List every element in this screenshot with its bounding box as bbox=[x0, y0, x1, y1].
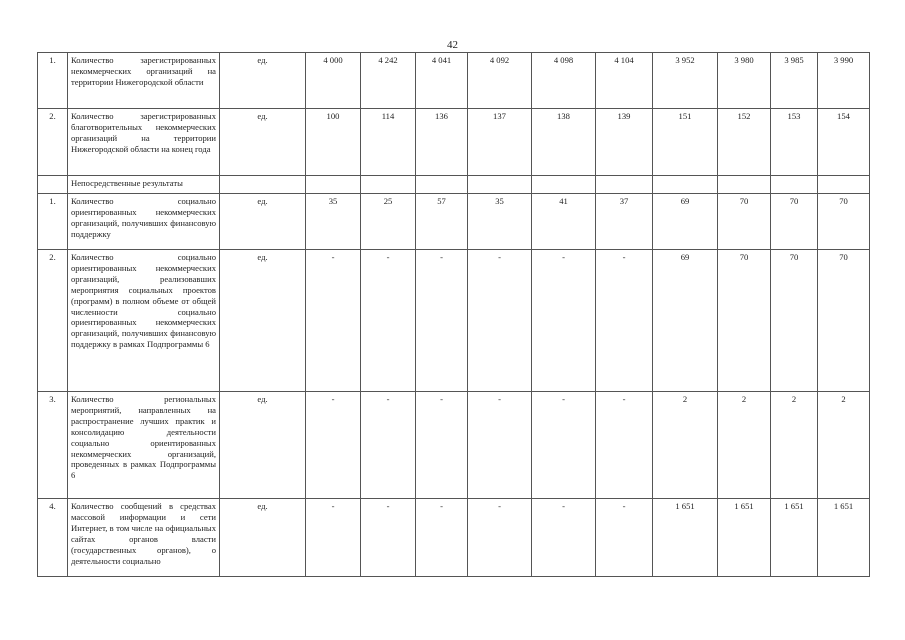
empty-cell bbox=[361, 176, 416, 194]
row-number: 1. bbox=[38, 53, 68, 109]
unit-cell: ед. bbox=[220, 499, 306, 577]
unit-cell: ед. bbox=[220, 194, 306, 250]
value-cell: 4 104 bbox=[596, 53, 653, 109]
value-cell: - bbox=[468, 499, 532, 577]
value-cell: 69 bbox=[653, 250, 718, 392]
value-cell: - bbox=[306, 250, 361, 392]
row-number: 2. bbox=[38, 250, 68, 392]
value-cell: - bbox=[532, 250, 596, 392]
value-cell: 35 bbox=[468, 194, 532, 250]
value-cell: 138 bbox=[532, 109, 596, 176]
indicator-description: Количество социально ориентированных некоммерческих организаций, получивших финансовую поддержку bbox=[68, 194, 220, 250]
value-cell: 3 952 bbox=[653, 53, 718, 109]
row-number: 3. bbox=[38, 392, 68, 499]
value-cell: 154 bbox=[818, 109, 870, 176]
section-row bbox=[38, 176, 870, 194]
value-cell: 25 bbox=[361, 194, 416, 250]
value-cell: 2 bbox=[653, 392, 718, 499]
value-cell: - bbox=[416, 250, 468, 392]
value-cell: - bbox=[416, 392, 468, 499]
empty-cell bbox=[306, 176, 361, 194]
value-cell: 70 bbox=[818, 250, 870, 392]
table-row bbox=[38, 109, 870, 176]
value-cell: 4 098 bbox=[532, 53, 596, 109]
value-cell: 37 bbox=[596, 194, 653, 250]
value-cell: 35 bbox=[306, 194, 361, 250]
unit-cell: ед. bbox=[220, 109, 306, 176]
value-cell: 1 651 bbox=[718, 499, 771, 577]
value-cell: 70 bbox=[771, 250, 818, 392]
row-number: 4. bbox=[38, 499, 68, 577]
value-cell: 137 bbox=[468, 109, 532, 176]
value-cell: 70 bbox=[718, 194, 771, 250]
unit-cell: ед. bbox=[220, 53, 306, 109]
value-cell: - bbox=[468, 250, 532, 392]
value-cell: 139 bbox=[596, 109, 653, 176]
value-cell: 2 bbox=[771, 392, 818, 499]
value-cell: - bbox=[361, 250, 416, 392]
section-row-number-cell bbox=[38, 176, 68, 194]
value-cell: 136 bbox=[416, 109, 468, 176]
value-cell: 1 651 bbox=[653, 499, 718, 577]
value-cell: 4 242 bbox=[361, 53, 416, 109]
value-cell: - bbox=[306, 499, 361, 577]
empty-cell bbox=[532, 176, 596, 194]
value-cell: 70 bbox=[771, 194, 818, 250]
row-number: 1. bbox=[38, 194, 68, 250]
value-cell: 57 bbox=[416, 194, 468, 250]
table-row bbox=[38, 250, 870, 392]
value-cell: - bbox=[532, 392, 596, 499]
value-cell: 3 985 bbox=[771, 53, 818, 109]
value-cell: 114 bbox=[361, 109, 416, 176]
empty-cell bbox=[416, 176, 468, 194]
value-cell: - bbox=[596, 250, 653, 392]
value-cell: 69 bbox=[653, 194, 718, 250]
empty-cell bbox=[468, 176, 532, 194]
value-cell: 2 bbox=[718, 392, 771, 499]
value-cell: 4 092 bbox=[468, 53, 532, 109]
section-heading: Непосредственные результаты bbox=[68, 176, 220, 194]
unit-cell: ед. bbox=[220, 250, 306, 392]
empty-cell bbox=[718, 176, 771, 194]
value-cell: - bbox=[532, 499, 596, 577]
value-cell: - bbox=[596, 499, 653, 577]
empty-cell bbox=[596, 176, 653, 194]
table-row bbox=[38, 499, 870, 577]
value-cell: 41 bbox=[532, 194, 596, 250]
value-cell: 3 990 bbox=[818, 53, 870, 109]
row-number: 2. bbox=[38, 109, 68, 176]
indicator-description: Количество региональных мероприятий, направленных на распространение лучших практик и консолидацию деятельности социально ориентированных некоммерческих организаций, проведенных в рамках Подпрограммы 6 bbox=[68, 392, 220, 499]
empty-cell bbox=[653, 176, 718, 194]
value-cell: 1 651 bbox=[771, 499, 818, 577]
table-row bbox=[38, 194, 870, 250]
empty-cell bbox=[818, 176, 870, 194]
value-cell: 1 651 bbox=[818, 499, 870, 577]
value-cell: 2 bbox=[818, 392, 870, 499]
value-cell: - bbox=[416, 499, 468, 577]
value-cell: - bbox=[468, 392, 532, 499]
value-cell: - bbox=[596, 392, 653, 499]
indicators-table bbox=[37, 52, 870, 577]
value-cell: - bbox=[306, 392, 361, 499]
value-cell: 3 980 bbox=[718, 53, 771, 109]
value-cell: 100 bbox=[306, 109, 361, 176]
indicator-description: Количество сообщений в средствах массовой информации и сети Интернет, в том числе на официальных сайтах органов власти (государственных органов), о деятельности социально bbox=[68, 499, 220, 577]
value-cell: - bbox=[361, 392, 416, 499]
unit-cell: ед. bbox=[220, 392, 306, 499]
value-cell: 151 bbox=[653, 109, 718, 176]
indicator-description: Количество социально ориентированных некоммерческих организаций, реализовавших мероприятия социальных проектов (программ) в полном объеме от общей численности социально ориентированных некоммерческих организаций, получивших финансовую поддержку в рамках Подпрограммы 6 bbox=[68, 250, 220, 392]
value-cell: 152 bbox=[718, 109, 771, 176]
value-cell: 4 000 bbox=[306, 53, 361, 109]
page-number: 42 bbox=[447, 39, 458, 51]
indicator-description: Количество зарегистрированных некоммерческих организаций на территории Нижегородской области bbox=[68, 53, 220, 109]
value-cell: 70 bbox=[818, 194, 870, 250]
empty-cell bbox=[771, 176, 818, 194]
value-cell: 153 bbox=[771, 109, 818, 176]
empty-cell bbox=[220, 176, 306, 194]
value-cell: 70 bbox=[718, 250, 771, 392]
table-row bbox=[38, 392, 870, 499]
indicator-description: Количество зарегистрированных благотворительных некоммерческих организаций на территории Нижегородской области на конец года bbox=[68, 109, 220, 176]
table-row bbox=[38, 53, 870, 109]
value-cell: - bbox=[361, 499, 416, 577]
value-cell: 4 041 bbox=[416, 53, 468, 109]
